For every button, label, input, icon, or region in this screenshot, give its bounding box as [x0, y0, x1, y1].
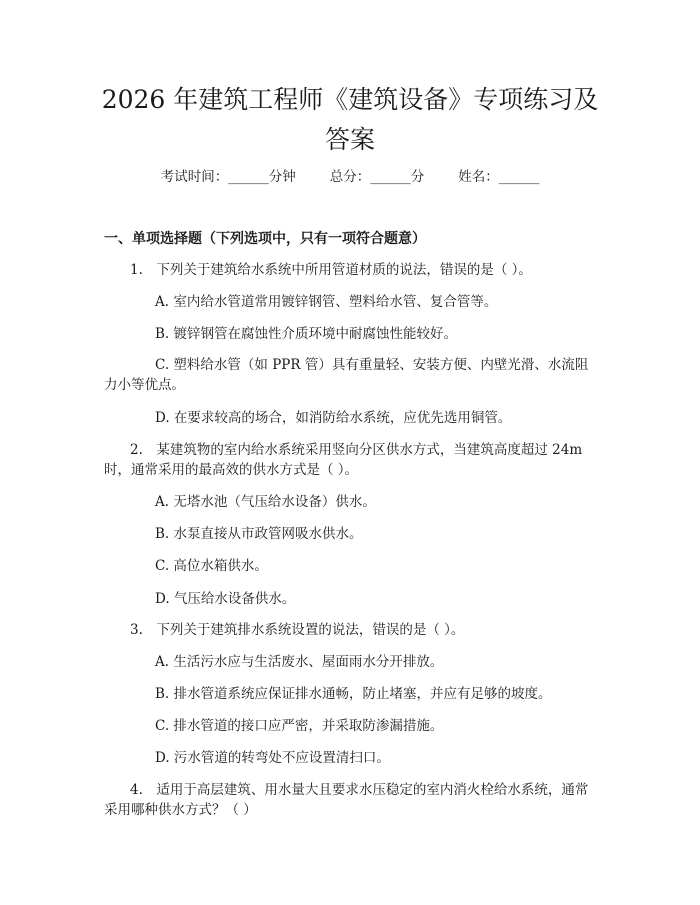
question-4-text: 4. 适用于高层建筑、用水量大且要求水压稳定的室内消火栓给水系统，通常 [130, 782, 589, 798]
exam-time-field: 考试时间：______分钟 [160, 169, 296, 185]
document-title [90, 80, 610, 160]
question-3-option-b: B. 排水管道系统应保证排水通畅，防止堵塞，并应有足够的坡度。 [155, 686, 552, 702]
title-line-2: 答案 [324, 125, 375, 154]
question-1-option-b: B. 镀锌钢管在腐蚀性介质环境中耐腐蚀性能较好。 [155, 326, 458, 342]
question-3-option-d: D. 污水管道的转弯处不应设置清扫口。 [155, 750, 390, 766]
question-1-option-c: C. 塑料给水管（如 PPR 管）具有重量轻、安装方便、内壁光滑、水流阻 [155, 357, 589, 373]
title-line-1: 2026 年建筑工程师《建筑设备》专项练习及 [101, 85, 599, 114]
section-heading: 一、单项选择题（下列选项中，只有一项符合题意） [104, 231, 426, 247]
question-2-text: 2. 某建筑物的室内给水系统采用竖向分区供水方式，当建筑高度超过 24m [130, 442, 583, 458]
question-1-option-a: A. 室内给水管道常用镀锌钢管、塑料给水管、复合管等。 [155, 294, 498, 310]
question-2-option-a: A. 无塔水池（气压给水设备）供水。 [155, 494, 376, 510]
question-2-option-c: C. 高位水箱供水。 [155, 558, 268, 574]
total-score-field: 总分：______分 [329, 169, 425, 185]
question-2-text-continued: 时，通常采用的最高效的供水方式是（ ）。 [104, 462, 359, 478]
question-1-option-c-continued: 力小等优点。 [104, 377, 185, 393]
question-1-option-d: D. 在要求较高的场合，如消防给水系统，应优先选用铜管。 [155, 410, 512, 426]
student-name-field: 姓名：______ [458, 169, 540, 185]
question-3-option-c: C. 排水管道的接口应严密，并采取防渗漏措施。 [155, 718, 444, 734]
question-2-option-b: B. 水泵直接从市政管网吸水供水。 [155, 526, 363, 542]
exam-info [0, 167, 700, 187]
question-4-text-continued: 采用哪种供水方式？（ ） [104, 802, 257, 818]
question-2-option-d: D. 气压给水设备供水。 [155, 591, 296, 607]
question-3-text: 3. 下列关于建筑排水系统设置的说法，错误的是（ ）。 [130, 622, 465, 638]
question-1-text: 1. 下列关于建筑给水系统中所用管道材质的说法，错误的是（ ）。 [130, 262, 532, 278]
question-3-option-a: A. 生活污水应与生活废水、屋面雨水分开排放。 [155, 654, 444, 670]
